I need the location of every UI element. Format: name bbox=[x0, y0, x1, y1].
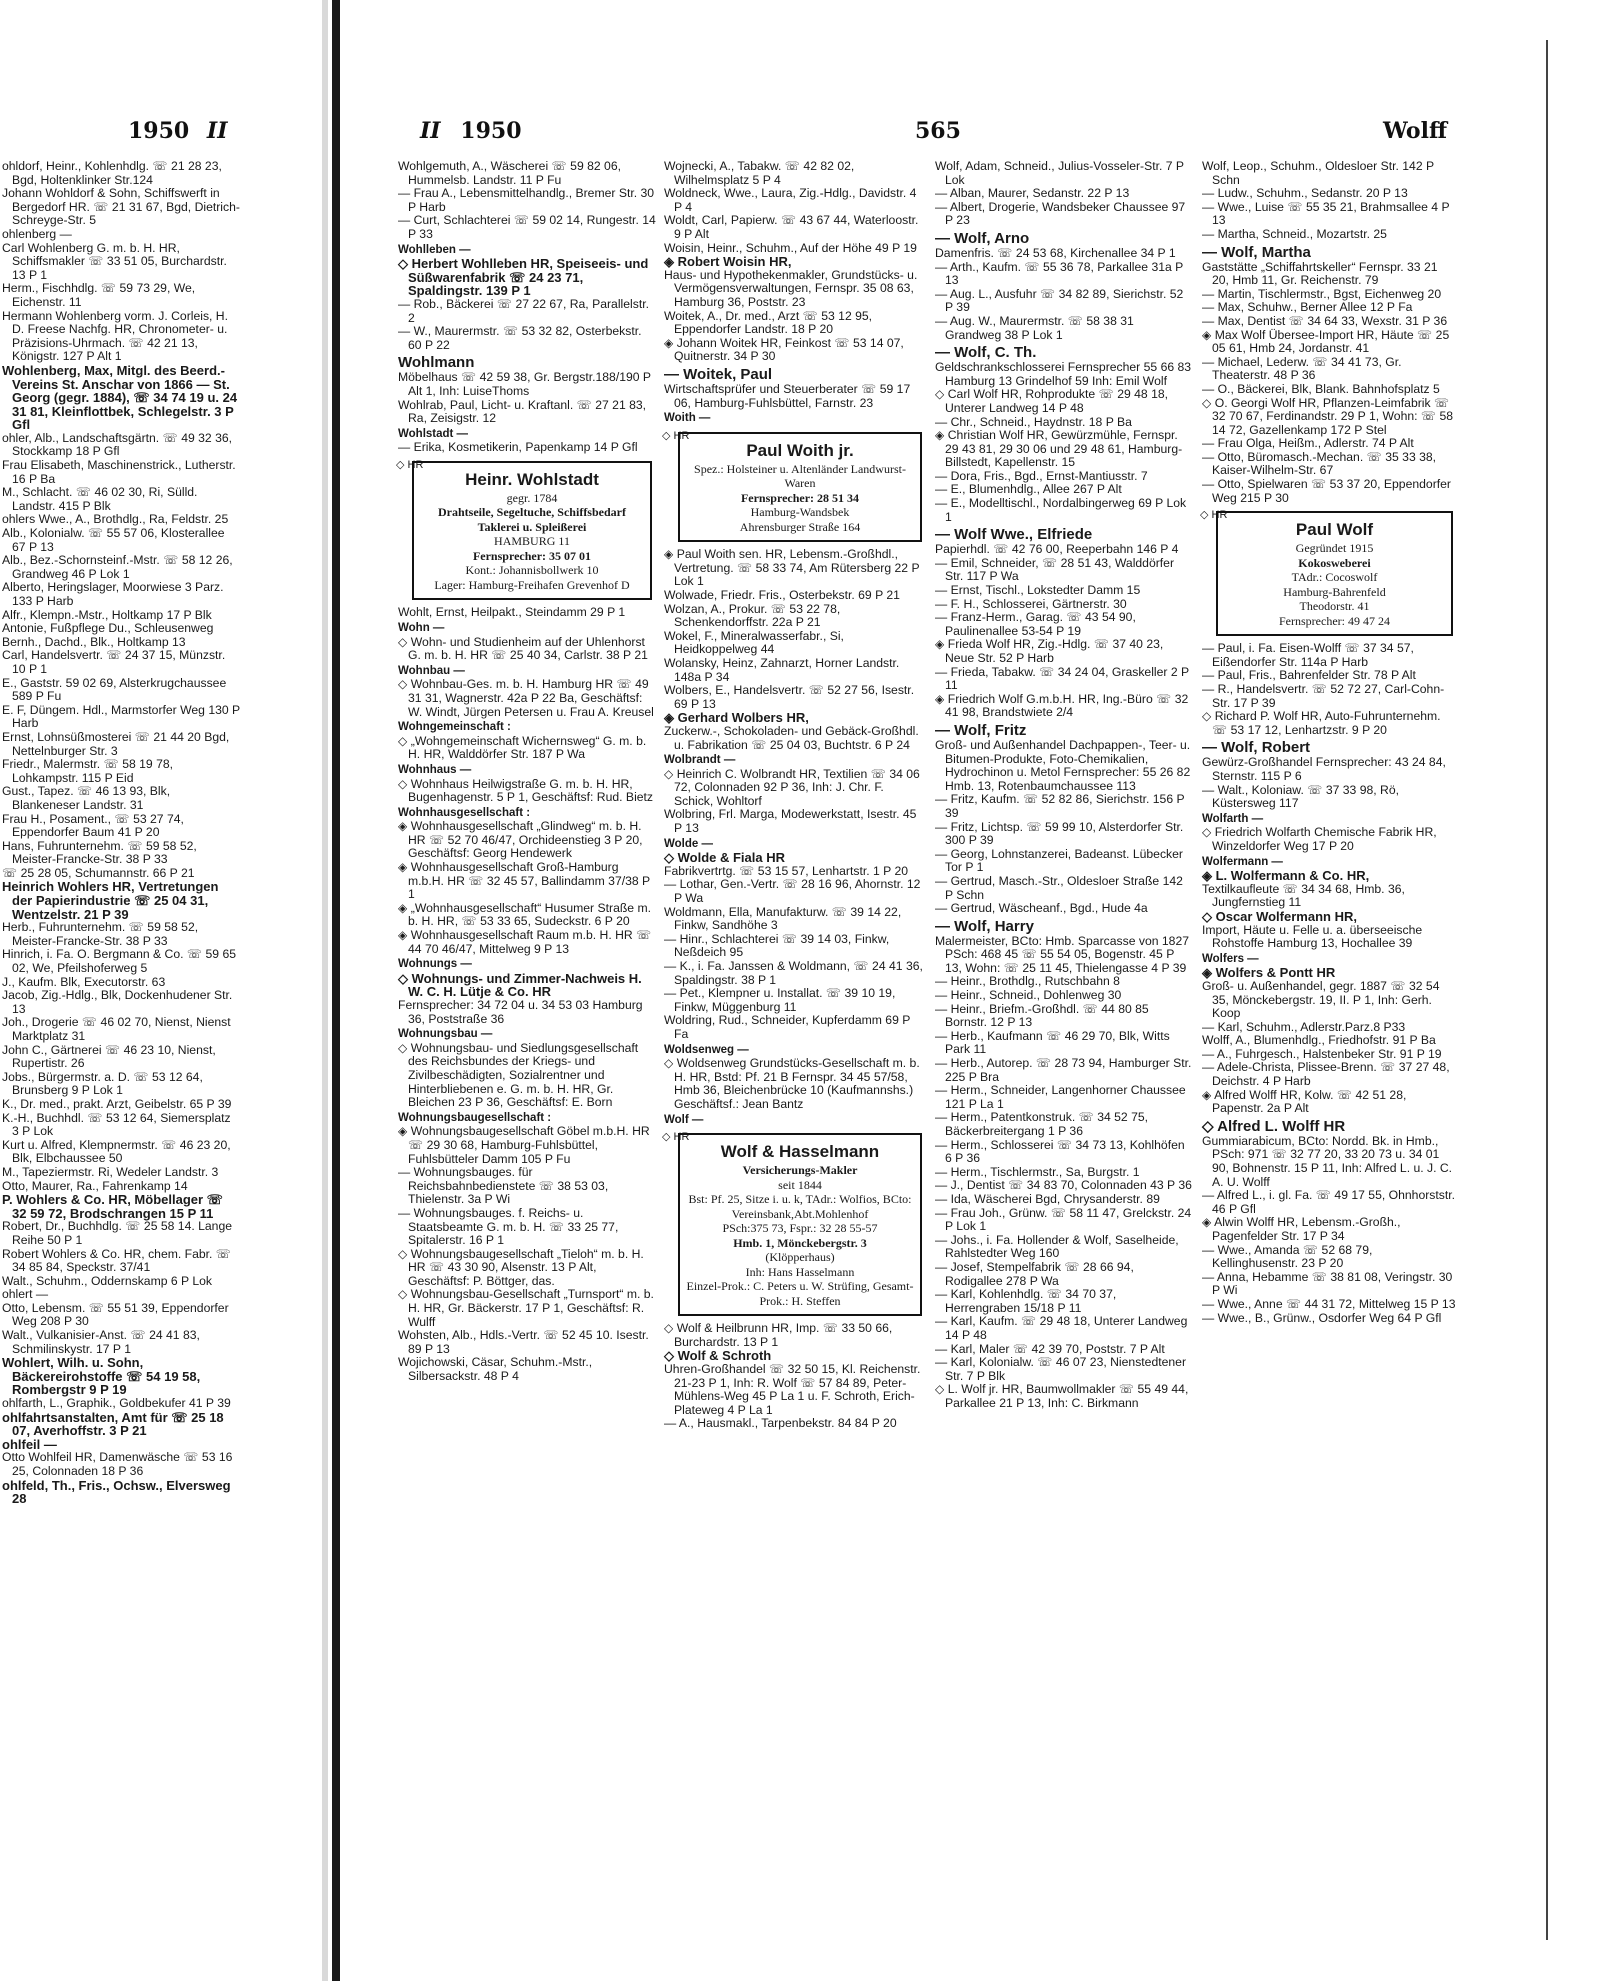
directory-entry: — Curt, Schlachterei ☏ 59 02 14, Rungestr. 14 P 33 bbox=[398, 213, 656, 241]
section-heading: Woldsenweg — bbox=[664, 1043, 749, 1056]
directory-entry: ◈ Gerhard Wolbers HR, bbox=[664, 710, 809, 726]
left-year: 1950 bbox=[128, 118, 190, 144]
directory-entry: ◈ Paul Woith sen. HR, Lebensm.-Großhdl., Vertretung. ☏ 58 33 74, Am Rütersberg 22 P Lok 1 bbox=[664, 547, 920, 589]
directory-entry: ohlert — bbox=[2, 1287, 49, 1302]
directory-entry: — Rob., Bäckerei ☏ 27 22 67, Ra, Parallelstr. 2 bbox=[398, 296, 649, 325]
directory-entry: — Anna, Hebamme ☏ 38 81 08, Veringstr. 30 P Wi bbox=[1202, 1269, 1453, 1298]
directory-entry: — Paul, i. Fa. Eisen-Wolff ☏ 37 34 57, Eißendorfer Str. 114a P Harb bbox=[1202, 641, 1414, 669]
column-3 bbox=[935, 160, 1193, 1410]
directory-entry: — Ludw., Schuhm., Sedanstr. 20 P 13 bbox=[1202, 186, 1408, 201]
directory-entry: Wohsten, Alb., Hdls.-Vertr. ☏ 52 45 10. Isestr. 89 P 13 bbox=[398, 1328, 649, 1356]
directory-entry: Haus- und Hypothekenmakler, Grundstücks- u. Vermögensverwaltungen, Fernspr. 35 08 63, Hamburg 36, Poststr. 23 bbox=[664, 267, 918, 309]
display-entry-name: — Wolf, C. Th. bbox=[935, 344, 1037, 362]
directory-entry: ◈ Johann Woitek HR, Feinkost ☏ 53 14 07, Quitnerstr. 34 P 30 bbox=[664, 335, 904, 364]
directory-entry: M., Tapeziermstr. Ri, Wedeler Landstr. 3 bbox=[2, 1164, 219, 1179]
directory-entry: Wohlgemuth, A., Wäscherei ☏ 59 82 06, Hummelsb. Landstr. 11 P Fu bbox=[398, 159, 621, 187]
section-heading: Wohnhausgesellschaft : bbox=[398, 806, 531, 819]
advertisement-box bbox=[662, 429, 926, 543]
directory-entry: ohlfarth, L., Graphik., Goldbekufer 41 P 39 bbox=[2, 1396, 231, 1411]
directory-entry: ◇ „Wohngemeinschaft Wichernsweg“ G. m. b. H. HR, Walddörfer Str. 187 P Wa bbox=[398, 733, 647, 762]
directory-entry: — Arth., Kaufm. ☏ 55 36 78, Parkallee 31a P 13 bbox=[935, 259, 1184, 288]
left-roman: II bbox=[206, 118, 228, 144]
display-entry-name: — Wolf Wwe., Elfriede bbox=[935, 526, 1093, 544]
ad-register-mark: ◇ HR bbox=[1200, 509, 1228, 522]
directory-entry: K., Dr. med., prakt. Arzt, Geibelstr. 65 P 39 bbox=[2, 1096, 232, 1111]
directory-entry: ◇ Wohn- und Studienheim auf der Uhlenhorst G. m. b. H. HR ☏ 25 40 34, Carlstr. 38 P 21 bbox=[398, 634, 648, 663]
directory-entry: Damenfris. ☏ 24 53 68, Kirchenallee 34 P 1 bbox=[935, 245, 1176, 260]
directory-entry: — Wwe., B., Grünw., Osdorfer Weg 64 P Gfl bbox=[1202, 1310, 1442, 1325]
directory-entry: — Max, Dentist ☏ 34 64 33, Wexstr. 31 P 36 bbox=[1202, 313, 1448, 328]
directory-entry: Malermeister, BCto: Hmb. Sparcasse von 1827 PSch: 468 45 ☏ 55 54 05, Bogenstr. 45 P 13, Wohn: ☏ 25 11 45, Thielengasse 4 P 39 bbox=[935, 933, 1190, 975]
directory-entry: — Fritz, Lichtsp. ☏ 59 99 10, Alsterdorfer Str. 300 P 39 bbox=[935, 819, 1184, 848]
directory-entry: Wohlt, Ernst, Heilpakt., Steindamm 29 P 1 bbox=[398, 605, 626, 620]
ad-line: Ahrensburger Straße 164 bbox=[739, 519, 861, 534]
directory-entry: — Otto, Spielwaren ☏ 53 37 20, Eppendorfer Weg 215 P 30 bbox=[1202, 477, 1451, 505]
directory-entry: Heinrich Wohlers HR, Vertretungen der Papierindustrie ☏ 25 04 31, Wentzelstr. 21 P 39 bbox=[2, 879, 219, 922]
directory-entry: ◇ Wohnbau-Ges. m. b. H. Hamburg HR ☏ 49 31 31, Wagnerstr. 42a P 22 Ba, Geschäftsf: W. Windt, Jürgen Petersen u. Frau A. Kreusel bbox=[398, 677, 654, 719]
directory-entry: — Martha, Schneid., Mozartstr. 25 bbox=[1202, 226, 1387, 241]
directory-entry: — Karl, Kaufm. ☏ 29 48 18, Unterer Landweg 14 P 48 bbox=[935, 1314, 1188, 1342]
directory-entry: Wolwade, Friedr. Fris., Osterbekstr. 69 P 21 bbox=[664, 587, 900, 602]
directory-entry: ◈ Alwin Wolff HR, Lebensm.-Großh., Pagenfelder Str. 17 P 34 bbox=[1202, 1215, 1401, 1243]
ad-frame bbox=[1216, 511, 1453, 636]
directory-entry: ◇ Wohnungsbaugesellschaft „Tieloh“ m. b. H. HR ☏ 43 30 90, Alsenstr. 13 P Alt, Geschäftsf: P. Böttger, das. bbox=[398, 1246, 644, 1288]
directory-entry: Alfr., Klempn.-Mstr., Holtkamp 17 P Blk bbox=[2, 607, 212, 622]
column-1 bbox=[398, 160, 656, 1384]
directory-entry: ◈ Wohnhausgesellschaft Groß-Hamburg m.b.H. HR ☏ 32 45 57, Ballindamm 37/38 P 1 bbox=[398, 860, 650, 902]
directory-entry: ◇ Wohnungsbau-Gesellschaft „Turnsport“ m. b. H. HR, Gr. Bäckerstr. 17 P 1, Geschäftsf: R. Wulff bbox=[398, 1287, 654, 1329]
directory-entry: ◈ Alfred Wolff HR, Kolw. ☏ 42 51 28, Papenstr. 2a P Alt bbox=[1202, 1087, 1407, 1116]
directory-entry: Geldschrankschlosserei Fernsprecher 55 66 83 Hamburg 13 Grindelhof 59 Inh: Emil Wolf bbox=[935, 360, 1192, 388]
section-heading: Wolde — bbox=[664, 837, 713, 850]
ad-register-mark: ◇ HR bbox=[662, 429, 690, 442]
directory-entry: ◇ Wolf & Heilbrunn HR, Imp. ☏ 33 50 66, Burchardstr. 13 P 1 bbox=[664, 1321, 893, 1349]
directory-entry: ◈ Frieda Wolf HR, Zig.-Hdlg. ☏ 37 40 23, Neue Str. 52 P Harb bbox=[935, 637, 1164, 665]
ad-line: Gegründet 1915 bbox=[1295, 541, 1374, 556]
directory-entry: Zuckerw.-, Schokoladen- und Gebäck-Großhdl. u. Fabrikation ☏ 25 04 03, Buchtstr. 6 P 24 bbox=[664, 723, 919, 752]
directory-entry: — Max, Schuhw., Berner Allee 12 P Fa bbox=[1202, 300, 1413, 315]
directory-entry: ◇ Wohnhaus Heilwigstraße G. m. b. H. HR, Bugenhagenstr. 5 P 1, Geschäftsf: Rud. Bietz bbox=[398, 776, 654, 805]
directory-entry: ◇ Wolf & Schroth bbox=[664, 1348, 772, 1364]
directory-entry: — Karl, Kohlenhdlg. ☏ 34 70 37, Herrengraben 15/18 P 11 bbox=[935, 1287, 1117, 1315]
directory-entry: ◈ L. Wolfermann & Co. HR, bbox=[1202, 868, 1370, 884]
directory-entry: — Herm., Schneider, Langenhorner Chaussee 121 P La 1 bbox=[935, 1083, 1186, 1111]
directory-entry: — Frau Joh., Grünw. ☏ 58 11 47, Grelckstr. 24 P Lok 1 bbox=[935, 1205, 1192, 1234]
display-entry-name: Wohlmann bbox=[398, 354, 475, 372]
directory-entry: Carl Wohlenberg G. m. b. H. HR, Schiffsmakler ☏ 33 51 05, Burchardstr. 13 P 1 bbox=[2, 240, 227, 282]
directory-entry: — R., Handelsvertr. ☏ 52 72 27, Carl-Cohn-Str. 17 P 39 bbox=[1202, 682, 1445, 710]
advertisement-box bbox=[396, 458, 656, 601]
directory-entry: Woisin, Heinr., Schuhm., Auf der Höhe 49 P 19 bbox=[664, 240, 917, 255]
section-heading: Wohnungsbau — bbox=[398, 1028, 493, 1041]
page-number: 565 bbox=[915, 118, 961, 144]
directory-entry: — Georg, Lohnstanzerei, Badeanst. Lübecker Tor P 1 bbox=[935, 846, 1183, 875]
directory-entry: Woldmann, Ella, Manufakturw. ☏ 39 14 22, Finkw, Sandhöhe 3 bbox=[664, 904, 902, 933]
directory-entry: Walt., Schuhm., Oddernskamp 6 P Lok bbox=[2, 1273, 212, 1288]
directory-entry: M., Schlacht. ☏ 46 02 30, Ri, Sülld. Landstr. 415 P Blk bbox=[2, 485, 198, 513]
directory-entry: — Lothar, Gen.-Vertr. ☏ 28 16 96, Ahornstr. 12 P Wa bbox=[664, 877, 921, 906]
ad-line: TAdr.: Cocoswolf bbox=[1291, 570, 1378, 585]
directory-entry: ◈ Friedrich Wolf G.m.b.H. HR, Ing.-Büro ☏ 32 41 98, Brandstwiete 2/4 bbox=[935, 691, 1189, 720]
directory-entry: Hans, Fuhrunternehm. ☏ 59 58 52, Meister-Francke-Str. 38 P 33 bbox=[2, 838, 197, 867]
directory-entry: — Fritz, Kaufm. ☏ 52 82 86, Sierichstr. 156 P 39 bbox=[935, 792, 1185, 820]
directory-entry: Gust., Tapez. ☏ 46 13 93, Blk, Blankeneser Landstr. 31 bbox=[2, 784, 171, 812]
directory-entry: ohler, Alb., Landschaftsgärtn. ☏ 49 32 36, Stockkamp 18 P Gfl bbox=[2, 430, 233, 459]
running-head: Wolff bbox=[1383, 118, 1448, 144]
directory-entry: Wolf, Leop., Schuhm., Oldesloer Str. 142 P Schn bbox=[1202, 159, 1434, 187]
ad-line: Hamburg-Wandsbek bbox=[750, 505, 850, 520]
directory-entry: — Frieda, Tabakw. ☏ 34 24 04, Graskeller 2 P 11 bbox=[935, 664, 1189, 693]
ad-line: Einzel-Prok.: C. Peters u. W. Strüfing, Gesamt-Prok.: H. Steffen bbox=[686, 1279, 914, 1308]
directory-entry: — Herb., Kaufmann ☏ 46 29 70, Blk, Witts Park 11 bbox=[935, 1028, 1170, 1057]
directory-entry: — E., Modelltischl., Nordalbingerweg 69 P Lok 1 bbox=[935, 496, 1187, 524]
directory-entry: Carl, Handelsvertr. ☏ 24 37 15, Münzstr. 10 P 1 bbox=[2, 648, 226, 676]
directory-entry: — Karl, Kolonialw. ☏ 46 07 23, Nienstedtener Str. 7 P Blk bbox=[935, 1355, 1187, 1383]
directory-entry: John C., Gärtnerei ☏ 46 23 10, Nienst, Rupertistr. 26 bbox=[2, 1042, 216, 1071]
directory-entry: Gummiarabicum, BCto: Nordd. Bk. in Hmb., PSch: 971 ☏ 32 77 20, 33 20 73 u. 34 01 90, Bohnenstr. 15 P 11, Inh: Alfred L. u. J. C. A. U. Wolff bbox=[1202, 1133, 1453, 1189]
ad-line: Bst: Pf. 25, Sitze i. u. k, TAdr.: Wolfios, BCto: Vereinsbank,Abt.Mohlenhof bbox=[688, 1192, 912, 1221]
directory-entry: Wojnecki, A., Tabakw. ☏ 42 82 02, Wilhelmsplatz 5 P 4 bbox=[664, 159, 855, 187]
section-heading: Wolfers — bbox=[1202, 952, 1259, 965]
directory-entry: ◇ Wolde & Fiala HR bbox=[664, 850, 785, 866]
section-heading: Wolf — bbox=[664, 1113, 704, 1126]
directory-entry: Johann Wohldorf & Sohn, Schiffswerft in Bergedorf HR. ☏ 21 31 67, Bgd, Dietrich-Schreyge-Str. 5 bbox=[2, 186, 240, 228]
directory-entry: — A., Hausmakl., Tarpenbekstr. 84 84 P 20 bbox=[664, 1416, 897, 1431]
advertisement-box bbox=[1202, 511, 1457, 636]
directory-entry: ◇ Friedrich Wolfarth Chemische Fabrik HR, Winzeldorfer Weg 17 P 20 bbox=[1202, 825, 1437, 853]
directory-entry: Wolff, A., Blumenhdlg., Friedhofstr. 91 P Ba bbox=[1202, 1033, 1436, 1048]
directory-entry: Wokel, F., Mineralwasserfabr., Si, Heidkoppelweg 44 bbox=[664, 628, 844, 657]
ad-line: Lager: Hamburg-Freihafen Grevenhof D bbox=[434, 577, 630, 592]
display-entry-name: — Woitek, Paul bbox=[664, 365, 773, 383]
center-year: 1950 bbox=[460, 118, 522, 144]
directory-entry: E. F, Düngem. Hdl., Marmstorfer Weg 130 P Harb bbox=[2, 702, 240, 731]
directory-entry: Alb., Kolonialw. ☏ 55 57 06, Klosterallee 67 P 13 bbox=[2, 526, 225, 554]
ad-frame bbox=[412, 461, 652, 601]
ad-register-mark: ◇ HR bbox=[396, 458, 424, 471]
directory-entry: Alb., Bez.-Schornsteinf.-Mstr. ☏ 58 12 26, Grandweg 46 P Lok 1 bbox=[2, 553, 233, 581]
directory-entry: — Johs., i. Fa. Hollender & Wolf, Saselheide, Rahlstedter Weg 160 bbox=[935, 1232, 1179, 1261]
section-heading: Wohlleben — bbox=[398, 243, 471, 256]
directory-entry: — Herb., Autorep. ☏ 28 73 94, Hamburger Str. 225 P Bra bbox=[935, 1056, 1192, 1084]
display-entry-name: — Wolf, Arno bbox=[935, 229, 1030, 247]
ad-frame bbox=[678, 432, 922, 543]
directory-entry: ◇ Heinrich C. Wolbrandt HR, Textilien ☏ 34 06 72, Colonnaden 92 P 36, Inh: J. Chr. F. Schick, Wohltorf bbox=[664, 766, 920, 808]
directory-entry: — Aug. W., Maurermstr. ☏ 58 38 31 Grandweg 38 P Lok 1 bbox=[935, 313, 1134, 342]
ad-line: Spez.: Holsteiner u. Altenländer Landwurst-Waren bbox=[694, 461, 906, 491]
directory-entry: ◇ Woldsenweg Grundstücks-Gesellschaft m. b. H. HR, Bstd: Pf. 21 B Fernspr. 34 45 57/58, Hmb 36, Bleichenbrücke 10 (Kaufmannshs.) Geschäftsf.: Jean Bantz bbox=[664, 1056, 920, 1111]
directory-entry: Wohlrab, Paul, Licht- u. Kraftanl. ☏ 27 21 83, Ra, Zeisigstr. 12 bbox=[398, 397, 647, 426]
directory-entry: — Walt., Koloniaw. ☏ 37 33 98, Rö, Küstersweg 117 bbox=[1202, 782, 1400, 811]
ad-line: Kont.: Johannisbollwerk 10 bbox=[465, 563, 599, 578]
center-roman: II bbox=[420, 118, 441, 144]
column-2 bbox=[664, 160, 926, 1431]
section-heading: Wohnhaus — bbox=[398, 763, 472, 776]
page-edge bbox=[1546, 40, 1548, 1940]
directory-entry: Frau H., Posament., ☏ 53 27 74, Eppendorfer Baum 41 P 20 bbox=[2, 811, 184, 840]
section-heading: Wohngemeinschaft : bbox=[398, 721, 511, 734]
directory-entry: — F. H., Schlosserei, Gärtnerstr. 30 bbox=[935, 596, 1127, 611]
directory-entry: Ernst, Lohnsüßmosterei ☏ 21 44 20 Bgd, Nettelnburger Str. 3 bbox=[2, 729, 230, 758]
directory-entry: — Josef, Stempelfabrik ☏ 28 66 94, Rodigallee 278 P Wa bbox=[935, 1259, 1134, 1288]
ad-frame bbox=[678, 1133, 922, 1316]
ad-title: Paul Woith jr. bbox=[746, 440, 854, 460]
directory-entry: — Adele-Christa, Plissee-Brenn. ☏ 37 27 48, Deichstr. 4 P Harb bbox=[1202, 1060, 1450, 1089]
directory-entry: — Heinr., Briefm.-Großhdl. ☏ 44 80 85 Bornstr. 12 P 13 bbox=[935, 1001, 1149, 1030]
directory-entry: Robert Wohlers & Co. HR, chem. Fabr. ☏ 34 85 84, Speckstr. 37/41 bbox=[2, 1246, 232, 1275]
directory-entry: Textilkaufleute ☏ 34 34 68, Hmb. 36, Jungfernstieg 11 bbox=[1202, 881, 1405, 910]
ad-line: Hamburg-Bahrenfeld bbox=[1283, 584, 1386, 599]
directory-entry: Otto, Lebensm. ☏ 55 51 39, Eppendorfer Weg 208 P 30 bbox=[2, 1300, 229, 1329]
directory-entry: Alberto, Heringslager, Moorwiese 3 Parz. 133 P Harb bbox=[2, 580, 224, 608]
ad-title: Paul Wolf bbox=[1295, 520, 1374, 540]
directory-entry: — Heinr., Brothdlg., Rutschbahn 8 bbox=[935, 974, 1120, 989]
ad-line: Taklerei u. Spleißerei bbox=[477, 519, 587, 534]
directory-entry: Groß- u. Außenhandel, gegr. 1887 ☏ 32 54 35, Mönckebergstr. 19, II. P 1, Inh: Gerh. Koop bbox=[1202, 978, 1440, 1021]
directory-entry: Wojichowski, Cäsar, Schuhm.-Mstr., Silbersackstr. 48 P 4 bbox=[398, 1355, 593, 1384]
directory-entry: Herm., Fischhdlg. ☏ 59 73 29, We, Eichenstr. 11 bbox=[2, 281, 196, 309]
directory-entry: ohlers Wwe., A., Brothdlg., Ra, Feldstr. 25 bbox=[2, 512, 229, 527]
directory-entry: Kurt u. Alfred, Klempnermstr. ☏ 46 23 20, Blk, Elbchaussee 50 bbox=[2, 1137, 231, 1166]
directory-entry: — Wohnungsbauges. f. Reichs- u. Staatsbeamte G. m. b. H. ☏ 33 25 77, Spitalerstr. 16 P 1 bbox=[398, 1205, 619, 1248]
directory-entry: Walt., Vulkanisier-Anst. ☏ 24 41 83, Schmilinskystr. 17 P 1 bbox=[2, 1328, 200, 1356]
directory-entry: — Gertrud, Masch.-Str., Oldesloer Straße 142 P Schn bbox=[935, 873, 1183, 902]
directory-entry: Antonie, Fußpflege Du., Schleusenweg bbox=[2, 621, 214, 636]
directory-entry: Woldt, Carl, Papierw. ☏ 43 67 44, Waterloostr. 9 P Alt bbox=[664, 213, 919, 241]
ad-line: HAMBURG 11 bbox=[494, 534, 570, 549]
page-gutter-shadow bbox=[322, 0, 328, 1981]
display-entry-name: — Wolf, Harry bbox=[935, 917, 1034, 935]
directory-entry: Import, Häute u. Felle u. a. überseeische Rohstoffe Hamburg 13, Hochallee 39 bbox=[1202, 922, 1423, 951]
directory-entry: ◇ Wohnungs- und Zimmer-Nachweis H. W. C. H. Lütje & Co. HR bbox=[398, 970, 642, 1000]
directory-entry: ◇ O. Georgi Wolf HR, Pflanzen-Leimfabrik ☏ 32 70 67, Ferdinandstr. 29 P 1, Wohn: ☏ 58 14 72, Gazellenkamp 172 P Stel bbox=[1202, 395, 1454, 437]
directory-entry: — W., Maurermstr. ☏ 53 32 82, Osterbekstr. 60 P 22 bbox=[398, 324, 642, 352]
directory-entry: E., Gaststr. 59 02 69, Alsterkrugchaussee 589 P Fu bbox=[2, 675, 227, 704]
directory-entry: — O., Bäckerei, Blk, Blank. Bahnhofsplatz 5 bbox=[1202, 381, 1440, 396]
directory-entry: — Karl, Maler ☏ 42 39 70, Poststr. 7 P Alt bbox=[935, 1341, 1165, 1356]
directory-entry: Woldring, Rud., Schneider, Kupferdamm 69 P Fa bbox=[664, 1013, 911, 1041]
directory-entry: ohlenberg — bbox=[2, 226, 72, 241]
directory-entry: ◇ Herbert Wohlleben HR, Speiseeis- und Süßwarenfabrik ☏ 24 23 71, Spaldingstr. 139 P 1 bbox=[398, 256, 649, 299]
directory-entry: Otto Wohlfeil HR, Damenwäsche ☏ 53 16 25, Colonnaden 18 P 36 bbox=[2, 1450, 233, 1478]
directory-entry: Uhren-Großhandel ☏ 32 50 15, Kl. Reichenstr. 21-23 P 1, Inh: R. Wolf ☏ 57 84 89, Peter-Mühlens-Weg 45 P La 1 u. F. Schroth, Erich-Plateweg 4 P La 1 bbox=[664, 1361, 921, 1417]
directory-entry: — Frau Olga, Heißm., Adlerstr. 74 P Alt bbox=[1202, 436, 1414, 451]
directory-entry: — Ernst, Tischl., Lokstedter Damm 15 bbox=[935, 583, 1141, 598]
directory-entry: ◈ „Wohnhausgesellschaft“ Husumer Straße m. b. H. HR, ☏ 53 33 65, Sudeckstr. 6 P 20 bbox=[398, 900, 651, 929]
directory-entry: — Frau A., Lebensmittelhandlg., Bremer Str. 30 P Harb bbox=[398, 186, 655, 214]
directory-entry: Fernsprecher: 34 72 04 u. 34 53 03 Hamburg 36, Poststraße 36 bbox=[398, 998, 643, 1026]
directory-entry: ◈ Wohnhausgesellschaft „Glindweg“ m. b. H. HR ☏ 52 70 46/47, Orchideenstieg 3 P 20, Geschäftsf: Georg Hendewerk bbox=[398, 819, 643, 861]
directory-entry: Herb., Fuhrunternehm. ☏ 59 58 52, Meister-Francke-Str. 38 P 33 bbox=[2, 920, 199, 948]
directory-entry: ohlfahrtsanstalten, Amt für ☏ 25 18 07, Averhoffstr. 3 P 21 bbox=[2, 1409, 224, 1439]
directory-entry: — Herm., Patentkonstruk. ☏ 34 52 75, Bäckerbreitergang 1 P 36 bbox=[935, 1110, 1149, 1138]
directory-entry: Jacob, Zig.-Hdlg., Blk, Dockenhudener Str. 13 bbox=[2, 988, 233, 1016]
display-entry-name: — Wolf, Fritz bbox=[935, 721, 1027, 739]
directory-entry: ohlfeil — bbox=[2, 1436, 57, 1452]
ad-line: gegr. 1784 bbox=[506, 490, 558, 505]
directory-entry: — Pet., Klempner u. Installat. ☏ 39 10 19, Finkw, Müggenburg 11 bbox=[664, 986, 896, 1014]
directory-entry: Friedr., Malermstr. ☏ 58 19 78, Lohkampstr. 115 P Eid bbox=[2, 757, 174, 785]
directory-entry: — Herm., Tischlermstr., Sa, Burgstr. 1 bbox=[935, 1164, 1140, 1179]
directory-entry: ◈ Wohnhausgesellschaft Raum m.b. H. HR ☏ 44 70 46/47, Mittelweg 9 P 13 bbox=[398, 928, 652, 956]
directory-entry: — Michael, Lederw. ☏ 34 41 73, Gr. Theaterstr. 48 P 36 bbox=[1202, 354, 1402, 383]
ad-line: Versicherungs-Makler bbox=[742, 1163, 858, 1178]
ad-title: Heinr. Wohlstadt bbox=[465, 469, 599, 489]
directory-entry: — Franz-Herm., Garag. ☏ 43 54 90, Paulinenallee 53-54 P 19 bbox=[935, 610, 1136, 638]
directory-entry: ◇ Oscar Wolfermann HR, bbox=[1202, 908, 1357, 924]
directory-entry: Möbelhaus ☏ 42 59 38, Gr. Bergstr.188/190 P Alt 1, Inh: LuiseThoms bbox=[398, 370, 651, 398]
directory-entry: Jobs., Bürgermstr. a. D. ☏ 53 12 64, Brunsberg 9 P Lok 1 bbox=[2, 1069, 203, 1098]
directory-entry: ◈ Wohnungsbaugesellschaft Göbel m.b.H. HR ☏ 29 30 68, Hamburg-Fuhlsbüttel, Fuhlsbütteler Damm 105 P Fu bbox=[398, 1124, 650, 1166]
section-heading: Woith — bbox=[664, 412, 711, 425]
directory-entry: — E., Blumenhdlg., Allee 267 P Alt bbox=[935, 482, 1122, 497]
directory-entry: Bernh., Dachd., Blk., Holtkamp 13 bbox=[2, 634, 186, 649]
directory-entry: — Chr., Schneid., Haydnstr. 18 P Ba bbox=[935, 414, 1132, 429]
display-entry-name: ◇ Alfred L. Wolff HR bbox=[1202, 1117, 1346, 1135]
ad-title: Wolf & Hasselmann bbox=[720, 1142, 880, 1162]
ad-line: Kokosweberei bbox=[1298, 555, 1371, 570]
ad-line: Theodorstr. 41 bbox=[1299, 599, 1370, 614]
ad-line: Fernsprecher: 35 07 01 bbox=[472, 548, 592, 563]
ad-line: Inh: Hans Hasselmann bbox=[745, 1264, 855, 1279]
page-gutter bbox=[332, 0, 340, 1981]
directory-entry: — Alban, Maurer, Sedanstr. 22 P 13 bbox=[935, 186, 1130, 201]
directory-entry: Robert, Dr., Buchhdlg. ☏ 25 58 14. Lange Reihe 50 P 1 bbox=[2, 1219, 233, 1247]
directory-entry: — A., Fuhrgesch., Halstenbeker Str. 91 P 19 bbox=[1202, 1046, 1442, 1061]
directory-entry: ohlfeld, Th., Fris., Ochsw., Elversweg 28 bbox=[2, 1477, 231, 1507]
directory-entry: Joh., Drogerie ☏ 46 02 70, Nienst, Nienst Marktplatz 31 bbox=[2, 1015, 231, 1043]
directory-entry: — Karl, Schuhm., Adlerstr.Parz.8 P33 bbox=[1202, 1019, 1406, 1034]
section-heading: Wohnungs — bbox=[398, 958, 472, 971]
directory-entry: ◇ Carl Wolf HR, Rohprodukte ☏ 29 48 18, Unterer Landweg 14 P 48 bbox=[935, 387, 1169, 415]
directory-entry: — Alfred L., i. gl. Fa. ☏ 49 17 55, Ohnhorststr. 46 P Gfl bbox=[1202, 1188, 1456, 1216]
ad-line: (Klöpperhaus) bbox=[765, 1250, 835, 1265]
display-entry-name: — Wolf, Martha bbox=[1202, 243, 1311, 261]
directory-entry: — Wohnungsbauges. für Reichsbahnbedienstete ☏ 38 53 03, Thielenstr. 3a P Wi bbox=[398, 1165, 609, 1207]
advertisement-box bbox=[664, 1133, 926, 1316]
directory-entry: — Dora, Fris., Bgd., Ernst-Mantiusstr. 7 bbox=[935, 468, 1148, 483]
directory-entry: Wolf, Adam, Schneid., Julius-Vosseler-Str. 7 P Lok bbox=[935, 159, 1184, 187]
directory-entry: Woldneck, Wwe., Laura, Zig.-Hdlg., Davidstr. 4 P 4 bbox=[664, 186, 917, 214]
directory-entry: Otto, Maurer, Ra., Fahrenkamp 14 bbox=[2, 1178, 188, 1193]
directory-entry: Frau Elisabeth, Maschinenstrick., Lutherstr. 16 P Ba bbox=[2, 458, 236, 486]
directory-entry: — Emil, Schneider, ☏ 28 51 43, Walddörfer Str. 117 P Wa bbox=[935, 555, 1175, 584]
directory-entry: Hinrich, i. Fa. O. Bergmann & Co. ☏ 59 65 02, We, Pfeilshoferweg 5 bbox=[2, 947, 237, 976]
section-heading: Wohnbau — bbox=[398, 664, 465, 677]
directory-entry: ◈ Robert Woisin HR, bbox=[664, 254, 792, 270]
directory-entry: ◈ Max Wolf Übersee-Import HR, Häute ☏ 25 05 61, Hmb 24, Jordanstr. 41 bbox=[1202, 327, 1450, 356]
directory-entry: Wohlenberg, Max, Mitgl. des Beerd.-Vereins St. Anschar von 1866 — St. Georg (gegr. 1884), ☏ 34 74 19 u. 24 31 81, Kleinflottbek, Schlegelstr. 3 P Gfl bbox=[2, 362, 238, 433]
directory-entry: Wolansky, Heinz, Zahnarzt, Horner Landstr. 148a P 34 bbox=[664, 655, 900, 684]
directory-entry: — Martin, Tischlermstr., Bgst, Eichenweg 20 bbox=[1202, 286, 1442, 301]
directory-entry: Groß- und Außenhandel Dachpappen-, Teer- u. Bitumen-Produkte, Foto-Chemikalien, Hydrochinon u. Metol Fernsprecher: 55 26 82 Hmb. 13, Rotenbaumchaussee 113 bbox=[935, 737, 1191, 793]
directory-entry: P. Wohlers & Co. HR, Möbellager ☏ 32 59 72, Brodschrangen 15 P 11 bbox=[2, 1192, 223, 1221]
right-page-header-left bbox=[420, 118, 522, 144]
directory-entry: Gaststätte „Schiffahrtskeller“ Fernspr. 33 21 20, Hmb 11, Gr. Reichenstr. 79 bbox=[1202, 259, 1438, 288]
section-heading: Wolfarth — bbox=[1202, 812, 1264, 825]
left-page-header bbox=[128, 118, 228, 144]
directory-entry: — K., i. Fa. Janssen & Woldmann, ☏ 24 41 36, Spaldingstr. 38 P 1 bbox=[664, 959, 923, 987]
directory-entry: ◇ Richard P. Wolf HR, Auto-Fuhrunternehm. ☏ 53 17 12, Lenhartzstr. 9 P 20 bbox=[1202, 709, 1441, 737]
ad-line: Fernsprecher: 28 51 34 bbox=[740, 490, 860, 505]
directory-entry: K.-H., Buchhdl. ☏ 53 12 64, Siemersplatz 3 P Lok bbox=[2, 1110, 231, 1139]
directory-entry: Gewürz-Großhandel Fernsprecher: 43 24 84, Sternstr. 115 P 6 bbox=[1202, 755, 1446, 783]
directory-entry: ohldorf, Heinr., Kohlenhdlg. ☏ 21 28 23, Bgd, Holtenklinker Str.124 bbox=[2, 159, 222, 187]
directory-entry: Wirtschaftsprüfer und Steuerberater ☏ 59 17 06, Hamburg-Fuhlsbüttel, Farnstr. 23 bbox=[664, 381, 911, 410]
directory-entry: ◈ Christian Wolf HR, Gewürzmühle, Fernspr. 29 43 81, 29 30 06 und 29 48 61, Hamburg-Billstedt, Kapellenstr. 15 bbox=[935, 428, 1183, 470]
section-heading: Wolfermann — bbox=[1202, 855, 1283, 868]
directory-entry: Woitek, A., Dr. med., Arzt ☏ 53 12 95, Eppendorfer Landstr. 18 P 20 bbox=[664, 308, 873, 337]
ad-register-mark: ◇ HR bbox=[662, 1131, 690, 1144]
directory-entry: — Wwe., Amanda ☏ 52 68 79, Kellinghusenstr. 23 P 20 bbox=[1202, 1242, 1373, 1271]
directory-entry: ☏ 25 28 05, Schumannstr. 66 P 21 bbox=[2, 865, 195, 880]
section-heading: Wohn — bbox=[398, 621, 445, 634]
section-heading: Wohnungsbaugesellschaft : bbox=[398, 1111, 552, 1124]
directory-entry: J., Kaufm. Blk, Executorstr. 63 bbox=[2, 974, 166, 989]
directory-entry: — Paul, Fris., Bahrenfelder Str. 78 P Alt bbox=[1202, 668, 1416, 683]
directory-entry: — Herm., Schlosserei ☏ 34 73 13, Kohlhöfen 6 P 36 bbox=[935, 1137, 1185, 1166]
section-heading: Wolbrandt — bbox=[664, 754, 736, 767]
directory-entry: — Albert, Drogerie, Wandsbeker Chaussee 97 P 23 bbox=[935, 199, 1186, 228]
directory-entry: — Wwe., Luise ☏ 55 35 21, Brahmsallee 4 P 13 bbox=[1202, 199, 1450, 228]
directory-entry: Wolzan, A., Prokur. ☏ 53 22 78, Schenkendorffstr. 22a P 21 bbox=[664, 601, 841, 630]
ad-line: Fernsprecher: 49 47 24 bbox=[1279, 613, 1390, 628]
column-0 bbox=[2, 160, 240, 1506]
directory-entry: — Heinr., Schneid., Dohlenweg 30 bbox=[935, 988, 1122, 1003]
directory-entry: Hermann Wohlenberg vorm. J. Corleis, H. D. Freese Nachfg. HR, Chronometer- u. Präzisions-Uhrmach. ☏ 42 21 13, Königstr. 127 P Alt 1 bbox=[2, 308, 228, 364]
directory-entry: — Erika, Kosmetikerin, Papenkamp 14 P Gfl bbox=[398, 440, 638, 455]
display-entry-name: — Wolf, Robert bbox=[1202, 739, 1311, 757]
ad-line: PSch:375 73, Fspr.: 32 28 55-57 bbox=[722, 1221, 878, 1236]
directory-entry: — J., Dentist ☏ 34 83 70, Colonnaden 43 P 36 bbox=[935, 1178, 1192, 1193]
directory-entry: — Aug. L., Ausfuhr ☏ 34 82 89, Sierichstr. 52 P 39 bbox=[935, 286, 1184, 315]
directory-entry: Wolbers, E., Handelsvertr. ☏ 52 27 56, Isestr. 69 P 13 bbox=[664, 683, 915, 711]
directory-entry: ◇ Wohnungsbau- und Siedlungsgesellschaft des Reichsbundes der Kriegs- und Zivilbeschädigten, Sozialrentner und Hinterbliebenen e. G. m. b. H. HR, Gr. Bleichen 23 P 36, Geschäftsf: E. Born bbox=[398, 1040, 639, 1110]
ad-line: Drahtseile, Segeltuche, Schiffsbedarf bbox=[438, 505, 626, 520]
directory-entry: ◈ Wolfers & Pontt HR bbox=[1202, 965, 1336, 981]
directory-entry: ◇ L. Wolf jr. HR, Baumwollmakler ☏ 55 49 44, Parkallee 21 P 13, Inh: C. Birkmann bbox=[935, 1382, 1189, 1410]
ad-line: Hmb. 1, Mönckebergstr. 3 bbox=[733, 1235, 867, 1250]
directory-entry: — Hinr., Schlachterei ☏ 39 14 03, Finkw, Neßdeich 95 bbox=[664, 931, 890, 960]
directory-entry: — Gertrud, Wäscheanf., Bgd., Hude 4a bbox=[935, 901, 1148, 916]
column-4 bbox=[1202, 160, 1457, 1325]
section-heading: Wohlstadt — bbox=[398, 427, 469, 440]
directory-entry: — Wwe., Anne ☏ 44 31 72, Mittelweg 15 P 13 bbox=[1202, 1296, 1456, 1311]
directory-entry: — Ida, Wäscherei Bgd, Chrysanderstr. 89 bbox=[935, 1191, 1160, 1206]
directory-entry: — Otto, Büromasch.-Mechan. ☏ 35 33 38, Kaiser-Wilhelm-Str. 67 bbox=[1202, 449, 1437, 478]
directory-entry: Papierhdl. ☏ 42 76 00, Reeperbahn 146 P 4 bbox=[935, 542, 1179, 557]
directory-entry: Wolbring, Frl. Marga, Modewerkstatt, Isestr. 45 P 13 bbox=[664, 807, 917, 836]
ad-line: seit 1844 bbox=[778, 1177, 822, 1192]
directory-entry: Wohlert, Wilh. u. Sohn, Bäckereirohstoffe ☏ 54 19 58, Rombergstr 9 P 19 bbox=[2, 1355, 201, 1398]
directory-entry: Fabrikvertrtg. ☏ 53 15 57, Lenhartstr. 1 P 20 bbox=[664, 863, 908, 878]
